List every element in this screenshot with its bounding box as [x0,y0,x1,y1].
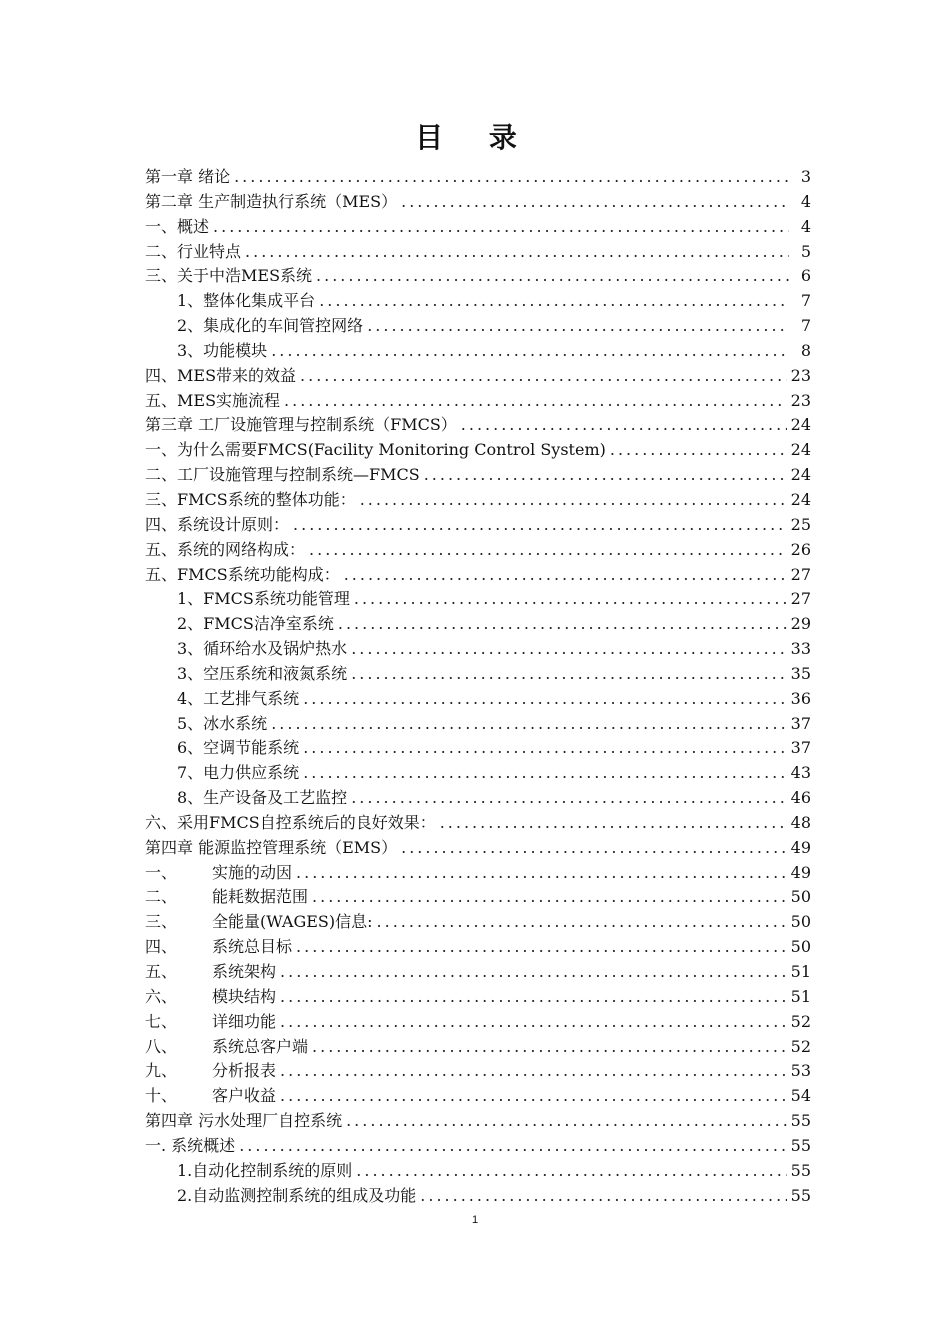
dot-leader [346,1109,787,1134]
toc-entry-page: 29 [790,614,811,634]
toc-entry-title: 三、关于中浩MES系统 [145,266,313,286]
toc-entry-page: 24 [790,465,811,485]
dot-leader [610,438,787,463]
toc-entry-number: 四、 [145,937,178,957]
toc-entry-title: 能耗数据范围 [212,887,309,907]
toc-entry[interactable] [145,563,811,588]
toc-entry-title: 3、循环给水及锅炉热水 [177,639,348,659]
toc-entry-title: 1.自动化控制系统的原则 [177,1160,353,1180]
toc-entry-title: 5、冰水系统 [177,713,268,733]
dot-leader [271,712,786,737]
dot-leader [280,1010,787,1035]
toc-entry-title: 第四章 能源监控管理系统（EMS） [145,837,398,857]
toc-entry-title: 一、概述 [145,216,210,236]
toc-entry-title: 二、工厂设施管理与控制系统—FMCS [145,465,420,485]
toc-entry[interactable] [145,761,811,786]
dot-leader [351,637,786,662]
toc-entry-page: 35 [790,663,811,683]
toc-entry-page: 5 [800,241,811,261]
toc-entry[interactable] [145,165,811,190]
toc-entry-number: 三、 [145,912,178,932]
toc-entry-page: 55 [790,1135,811,1155]
toc-entry[interactable] [145,612,811,637]
toc-entry-number: 七、 [145,1011,178,1031]
toc-entry[interactable] [145,1134,811,1159]
dot-leader [377,910,787,935]
toc-entry[interactable] [145,836,811,861]
toc-entry[interactable] [145,786,811,811]
toc-entry[interactable] [145,264,811,289]
toc-entry-page: 27 [790,589,811,609]
toc-entry-page: 52 [790,1036,811,1056]
toc-entry-title: 第三章 工厂设施管理与控制系统（FMCS） [145,415,457,435]
toc-entry[interactable] [145,339,811,364]
toc-entry[interactable] [145,438,811,463]
toc-entry[interactable] [145,637,811,662]
toc-entry-page: 55 [790,1111,811,1131]
toc-entry-number: 二、 [145,887,178,907]
toc-entry[interactable] [145,538,811,563]
toc-entry-title: 一、为什么需要FMCS(Facility Monitoring Control System) [145,440,606,460]
dot-leader [367,314,789,339]
dot-leader [420,1184,786,1209]
dot-leader [245,240,789,265]
dot-leader [312,1035,787,1060]
toc-entry[interactable] [145,1184,811,1209]
table-of-contents [145,165,811,1208]
dot-leader [271,339,789,364]
toc-entry[interactable] [145,314,811,339]
toc-entry-title: 系统架构 [212,962,277,981]
toc-entry-title: 一. 系统概述 [145,1135,236,1155]
dot-leader [284,389,787,414]
toc-entry[interactable] [145,885,811,910]
toc-entry[interactable] [145,712,811,737]
toc-entry-number: 九、 [145,1061,178,1081]
toc-entry-title: 第二章 生产制造执行系统（MES） [145,191,398,211]
dot-leader [401,190,789,215]
dot-leader [461,413,787,438]
toc-entry-page: 8 [800,340,811,360]
toc-entry[interactable] [145,935,811,960]
toc-entry-title: 1、整体化集成平台 [177,291,316,311]
toc-entry-title: 第四章 污水处理厂自控系统 [145,1111,343,1131]
dot-leader [280,1084,787,1109]
page-title: 目 录 [415,121,535,154]
toc-entry[interactable] [145,960,811,985]
dot-leader [309,538,787,563]
dot-leader [303,736,786,761]
dot-leader [234,165,789,190]
toc-entry-page: 27 [790,564,811,584]
toc-entry[interactable] [145,1059,811,1084]
toc-entry-title: 3、功能模块 [177,340,268,360]
toc-entry-page: 52 [790,1011,811,1031]
toc-entry-page: 4 [800,216,811,236]
toc-entry-title: 7、电力供应系统 [177,763,300,783]
toc-entry[interactable] [145,463,811,488]
toc-entry[interactable] [145,488,811,513]
dot-leader [344,563,787,588]
toc-entry[interactable] [145,1159,811,1184]
dot-leader [440,811,787,836]
toc-entry[interactable] [145,985,811,1010]
toc-entry-title: 第一章 绪论 [145,167,231,186]
toc-entry-title: 系统总客户端 [212,1036,309,1056]
toc-entry-page: 51 [790,986,811,1006]
toc-entry-page: 46 [790,788,811,808]
dot-leader [300,364,787,389]
toc-entry-page: 36 [790,688,811,708]
dot-leader [280,985,787,1010]
dot-leader [296,861,787,886]
toc-entry-number: 一、 [145,862,178,882]
toc-entry[interactable] [145,687,811,712]
toc-entry-title: 系统总目标 [212,937,293,957]
dot-leader [316,264,789,289]
dot-leader [280,1059,787,1084]
dot-leader [356,1159,786,1184]
toc-entry-number: 八、 [145,1036,178,1056]
toc-entry-title: 2.自动监测控制系统的组成及功能 [177,1185,417,1205]
toc-entry[interactable] [145,1010,811,1035]
toc-entry-title: 二、行业特点 [145,241,242,261]
toc-entry[interactable] [145,364,811,389]
toc-entry[interactable] [145,240,811,265]
toc-entry-title: 1、FMCS系统功能管理 [177,589,350,609]
toc-entry-page: 4 [800,191,811,211]
dot-leader [303,687,786,712]
toc-entry-title: 详细功能 [212,1011,277,1031]
toc-entry[interactable] [145,736,811,761]
toc-entry-title: 分析报表 [212,1061,277,1081]
toc-entry-title: 2、FMCS洁净室系统 [177,614,334,634]
toc-entry[interactable] [145,389,811,414]
toc-entry-title: 3、空压系统和液氮系统 [177,663,348,683]
dot-leader [303,761,786,786]
toc-entry-page: 43 [790,763,811,783]
toc-entry-page: 25 [790,514,811,534]
toc-entry-page: 54 [790,1086,811,1106]
toc-entry-page: 55 [790,1185,811,1205]
toc-entry-page: 6 [800,266,811,286]
toc-entry[interactable] [145,413,811,438]
toc-entry-page: 7 [800,291,811,311]
toc-entry[interactable] [145,513,811,538]
toc-entry-title: 全能量(WAGES)信息: [212,912,373,932]
dot-leader [293,513,787,538]
toc-entry-page: 23 [790,390,811,410]
toc-entry-page: 26 [790,539,811,559]
dot-leader [213,215,789,240]
dot-leader [360,488,787,513]
dot-leader [401,836,787,861]
toc-entry-page: 37 [790,738,811,758]
toc-entry-title: 六、采用FMCS自控系统后的良好效果： [145,812,436,832]
dot-leader [424,463,787,488]
toc-entry-page: 49 [790,862,811,882]
dot-leader [296,935,787,960]
toc-entry[interactable] [145,1035,811,1060]
toc-entry[interactable] [145,811,811,836]
toc-entry[interactable] [145,190,811,215]
toc-entry[interactable] [145,1109,811,1134]
toc-entry-title: 4、工艺排气系统 [177,688,300,708]
toc-entry-page: 55 [790,1160,811,1180]
toc-entry-title: 8、生产设备及工艺监控 [177,788,348,808]
toc-entry-page: 50 [790,937,811,957]
toc-entry-page: 48 [790,812,811,832]
dot-leader [239,1134,786,1159]
toc-entry-number: 五、 [145,962,178,981]
toc-entry-page: 33 [790,639,811,659]
toc-entry[interactable] [145,587,811,612]
toc-entry-title: 四、MES带来的效益 [145,365,297,385]
dot-leader [351,786,786,811]
toc-entry-page: 50 [790,887,811,907]
toc-entry[interactable] [145,1084,811,1109]
toc-entry-page: 7 [800,316,811,336]
toc-entry[interactable] [145,289,811,314]
toc-entry-title: 五、系统的网络构成： [145,539,306,559]
toc-entry[interactable] [145,662,811,687]
toc-entry-title: 客户收益 [212,1086,277,1106]
toc-entry-page: 51 [790,962,811,981]
toc-entry-title: 四、系统设计原则： [145,514,290,534]
toc-entry-page: 23 [790,365,811,385]
toc-entry-page: 24 [790,415,811,435]
toc-entry[interactable] [145,215,811,240]
toc-entry-title: 实施的动因 [212,862,293,882]
toc-entry-title: 三、FMCS系统的整体功能： [145,489,356,509]
toc-entry[interactable] [145,910,811,935]
toc-entry-number: 六、 [145,986,178,1006]
toc-entry-page: 53 [790,1061,811,1081]
toc-entry-page: 24 [790,440,811,460]
dot-leader [312,885,787,910]
dot-leader [280,960,787,985]
toc-entry-page: 3 [800,167,811,186]
page-number: 1 [471,1214,479,1226]
dot-leader [351,662,786,687]
toc-entry[interactable] [145,861,811,886]
dot-leader [319,289,789,314]
toc-entry-title: 五、FMCS系统功能构成： [145,564,340,584]
dot-leader [338,612,787,637]
toc-entry-number: 十、 [145,1086,178,1106]
toc-entry-page: 49 [790,837,811,857]
toc-entry-page: 37 [790,713,811,733]
toc-entry-page: 50 [790,912,811,932]
toc-entry-page: 24 [790,489,811,509]
toc-entry-title: 2、集成化的车间管控网络 [177,316,364,336]
toc-entry-title: 6、空调节能系统 [177,738,300,758]
toc-entry-title: 模块结构 [212,986,277,1006]
dot-leader [354,587,787,612]
toc-entry-title: 五、MES实施流程 [145,390,281,410]
